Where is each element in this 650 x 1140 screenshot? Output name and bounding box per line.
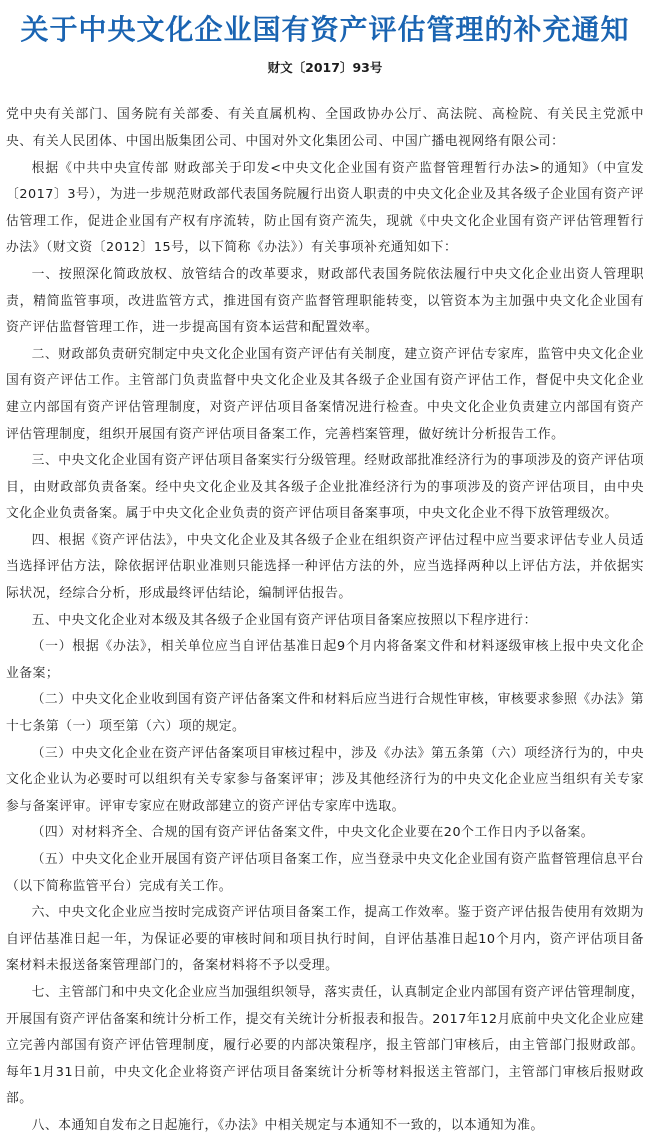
paragraph-item-3: 三、中央文化企业国有资产评估项目备案实行分级管理。经财政部批准经济行为的事项涉及的资产评估项目，由财政部负责备案。经中央文化企业及其各级子企业批准经济行为的事项涉及的资产评估项目，由中央文化企业负责备案。属于中央文化企业负责的资产评估项目备案事项，中央文化企业不得下放管理级次。: [6, 453, 644, 522]
paragraph-item-6: 六、中央文化企业应当按时完成资产评估项目备案工作，提高工作效率。鉴于资产评估报告使用有效期为自评估基准日起一年，为保证必要的审核时间和项目执行时间，自评估基准日起10个月内，资产评估项目备案材料未报送备案管理部门的，备案材料将不予以受理。: [6, 905, 644, 974]
paragraph-addressees: 党中央有关部门、国务院有关部委、有关直属机构、全国政协办公厅、高法院、高检院、有关民主党派中央、有关人民团体、中国出版集团公司、中国对外文化集团公司、中国广播电视网络有限公司：: [6, 107, 644, 149]
document-title: 关于中央文化企业国有资产评估管理的补充通知: [20, 13, 630, 46]
paragraph-item-5-sub-3: （三）中央文化企业在资产评估备案项目审核过程中，涉及《办法》第五条第（六）项经济行为的，中央文化企业认为必要时可以组织有关专家参与备案评审；涉及其他经济行为的中央文化企业应当组织有关专家参与备案评审。评审专家应在财政部建立的资产评估专家库中选取。: [6, 745, 644, 814]
paragraph-item-7: 七、主管部门和中央文化企业应当加强组织领导，落实责任，认真制定企业内部国有资产评估管理制度，开展国有资产评估备案和统计分析工作，提交有关统计分析报表和报告。2017年12月底前中央文化企业应建立完善内部国有资产评估管理制度，履行必要的内部决策程序，报主管部门审核后，由主管部门报财政部。每年1月31日前，中央文化企业将资产评估项目备案统计分析等材料报送主管部门，主管部门审核后报财政部。: [6, 984, 644, 1107]
document-body: [6, 102, 644, 1139]
paragraph-item-4: 四、根据《资产评估法》，中央文化企业及其各级子企业在组织资产评估过程中应当要求评估专业人员适当选择评估方法，除依据评估职业准则只能选择一种评估方法的外，应当选择两种以上评估方法，并依据实际状况，经综合分析，形成最终评估结论，编制评估报告。: [6, 532, 644, 602]
paragraph-item-5-sub-5: （五）中央文化企业开展国有资产评估项目备案工作，应当登录中央文化企业国有资产监督管理信息平台（以下简称监管平台）完成有关工作。: [6, 852, 644, 894]
paragraph-item-5-sub-4: （四）对材料齐全、合规的国有资产评估备案文件，中央文化企业要在20个工作日内予以备案。: [31, 825, 595, 841]
paragraph-item-5: 五、中央文化企业对本级及其各级子企业国有资产评估项目备案应按照以下程序进行：: [31, 612, 537, 628]
paragraph-item-2: 二、财政部负责研究制定中央文化企业国有资产评估有关制度，建立资产评估专家库，监管中央文化企业国有资产评估工作。主管部门负责监督中央文化企业及其各级子企业国有资产评估工作，督促中央文化企业建立内部国有资产评估管理制度，对资产评估项目备案情况进行检查。中央文化企业负责建立内部国有资产评估管理制度，组织开展国有资产评估项目备案工作，完善档案管理，做好统计分析报告工作。: [6, 346, 644, 442]
paragraph-preamble: 根据《中共中央宣传部 财政部关于印发<中央文化企业国有资产监督管理暂行办法>的通知》（中宣发〔2017〕3号），为进一步规范财政部代表国务院履行出资人职责的中央文化企业及其各级子企业国有资产评估管理工作，促进企业国有产权有序流转，防止国有资产流失，现就《中央文化企业国有资产评估管理暂行办法》（财文资〔2012〕15号，以下简称《办法》）有关事项补充通知如下：: [6, 160, 644, 256]
document-number: 财文〔2017〕93号: [267, 60, 383, 76]
paragraph-item-5-sub-2: （二）中央文化企业收到国有资产评估备案文件和材料后应当进行合规性审核，审核要求参照《办法》第十七条第（一）项至第（六）项的规定。: [6, 692, 644, 735]
paragraph-item-5-sub-1: （一）根据《办法》，相关单位应当自评估基准日起9个月内将备案文件和材料逐级审核上报中央文化企业备案；: [6, 639, 644, 681]
paragraph-item-8: 八、本通知自发布之日起施行，《办法》中相关规定与本通知不一致的，以本通知为准。: [31, 1117, 544, 1133]
paragraph-item-1: 一、按照深化简政放权、放管结合的改革要求，财政部代表国务院依法履行中央文化企业出资人管理职责，精简监管事项，改进监管方式，推进国有资产监督管理职能转变，以管资本为主加强中央文化企业国有资产评估监督管理工作，进一步提高国有资本运营和配置效率。: [6, 266, 644, 336]
